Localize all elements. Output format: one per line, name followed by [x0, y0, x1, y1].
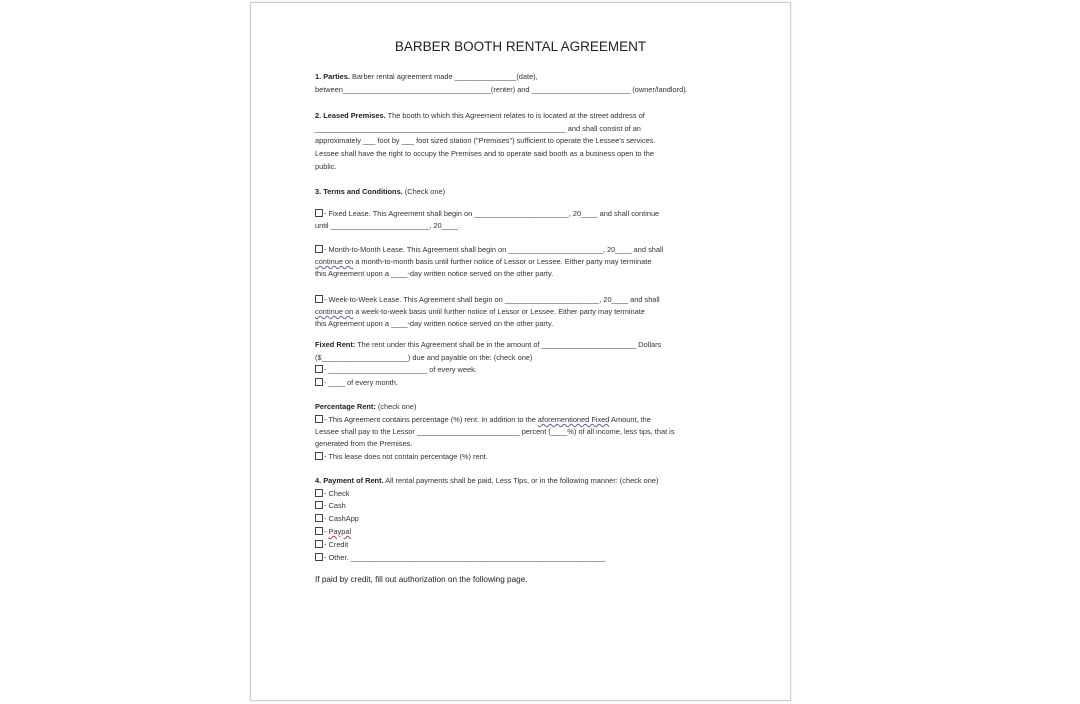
text: - Fixed Lease. This Agreement shall begin on _______________________, 20____ and shall continue	[324, 209, 660, 218]
checkbox-icon[interactable]	[315, 527, 323, 535]
percentage-rent-option-2	[315, 452, 488, 462]
premises-line-5: public.	[315, 162, 337, 171]
week-lease-line-2	[315, 307, 645, 317]
section-heading: 2. Leased Premises.	[315, 111, 386, 120]
fixed-rent-option-month	[315, 378, 398, 388]
week-lease-line-1	[315, 295, 660, 305]
spellcheck-word: continue on	[315, 307, 354, 316]
month-lease-line-2	[315, 257, 651, 267]
checkbox-icon[interactable]	[315, 501, 323, 509]
checkbox-icon[interactable]	[315, 415, 323, 423]
parties-line-1	[315, 72, 538, 82]
text: - Check	[324, 489, 350, 498]
text: - ____ of every month.	[324, 378, 398, 387]
section-heading: Percentage Rent:	[315, 402, 376, 411]
premises-line-1	[315, 111, 645, 121]
text: a week-to-week basis until further notice of Lessor or Lessee. Either party may terminate	[353, 307, 645, 316]
premises-line-2: _____________________________________________________________ and shall consist of an	[315, 124, 641, 133]
fixed-lease-line-1	[315, 209, 659, 219]
text: - This Agreement contains percentage (%) rent. In addition to the	[324, 415, 538, 424]
section-heading: 4. Payment of Rent.	[315, 476, 384, 485]
text: - ________________________ of every week.	[324, 365, 477, 374]
checkbox-icon[interactable]	[315, 245, 323, 253]
month-lease-line-3: this Agreement upon a ____-day written notice served on the other party.	[315, 269, 554, 278]
checkbox-icon[interactable]	[315, 209, 323, 217]
checkbox-icon[interactable]	[315, 378, 323, 386]
text: (check one)	[375, 402, 417, 411]
text: -	[324, 527, 329, 536]
payment-option-other	[315, 553, 606, 563]
text: - Other. ______________________________________________________________	[324, 553, 606, 562]
text: - CashApp	[324, 514, 359, 523]
section-heading: 3. Terms and Conditions.	[315, 187, 403, 196]
fixed-rent-line-1	[315, 340, 661, 350]
text: a month-to-month basis until further notice of Lessor or Lessee. Either party may terminate	[353, 257, 652, 266]
checkbox-icon[interactable]	[315, 295, 323, 303]
text: All rental payments shall be paid, Less Tips, or in the following manner: (check one)	[383, 476, 659, 485]
fixed-lease-line-2: until ________________________, 20____.	[315, 221, 461, 230]
checkbox-icon[interactable]	[315, 452, 323, 460]
checkbox-icon[interactable]	[315, 365, 323, 373]
payment-option-check	[315, 489, 349, 499]
checkbox-icon[interactable]	[315, 514, 323, 522]
text: - Credit	[324, 540, 349, 549]
payment-option-paypal	[315, 527, 351, 537]
checkbox-icon[interactable]	[315, 489, 323, 497]
document-page	[250, 2, 791, 701]
section-heading: Fixed Rent:	[315, 340, 356, 349]
section-heading: 1. Parties.	[315, 72, 350, 81]
percentage-rent-line-2: Lessee shall pay to the Lessor _________________________ percent (____%) of all income, less tips, that is	[315, 427, 675, 436]
payment-heading	[315, 476, 658, 486]
week-lease-line-3: this Agreement upon a ____-day written notice served on the other party.	[315, 319, 554, 328]
premises-line-4: Lessee shall have the right to occupy the Premises and to operate said booth as a business open to the	[315, 149, 654, 158]
document-title: BARBER BOOTH RENTAL AGREEMENT	[394, 39, 647, 54]
parties-line-2: between____________________________________(renter) and ________________________ (owner/landlord).	[315, 85, 688, 94]
premises-line-3: approximately ___ foot by ___ foot sized station ("Premises") sufficient to operate the Lessee's services.	[315, 136, 656, 145]
payment-option-cash	[315, 501, 346, 511]
footer-note: If paid by credit, fill out authorization on the following page.	[315, 575, 528, 584]
text: The booth to which this Agreement relates to is located at the street address of	[385, 111, 645, 120]
percentage-rent-option-1	[315, 415, 651, 425]
percentage-rent-heading	[315, 402, 416, 412]
text: Amount, the	[609, 415, 651, 424]
terms-heading	[315, 187, 445, 197]
text: Barber rental agreement made _______________(date),	[349, 72, 538, 81]
checkbox-icon[interactable]	[315, 553, 323, 561]
fixed-rent-line-2: ($_____________________) due and payable on the: (check one)	[315, 353, 533, 362]
checkbox-icon[interactable]	[315, 540, 323, 548]
month-lease-line-1	[315, 245, 663, 255]
text: (Check one)	[402, 187, 446, 196]
text: - Month-to-Month Lease. This Agreement shall begin on _______________________, 20____ and shall	[324, 245, 664, 254]
percentage-rent-line-3: generated from the Premises.	[315, 439, 413, 448]
fixed-rent-option-week	[315, 365, 477, 375]
text: - This lease does not contain percentage (%) rent.	[324, 452, 488, 461]
spellcheck-word: Paypal	[328, 527, 352, 536]
spellcheck-word: continue on	[315, 257, 354, 266]
payment-option-cashapp	[315, 514, 359, 524]
payment-option-credit	[315, 540, 348, 550]
text: - Week-to-Week Lease. This Agreement shall begin on _______________________, 20____ and shall	[324, 295, 660, 304]
text: The rent under this Agreement shall be in the amount of _______________________ Dollars	[355, 340, 662, 349]
text: - Cash	[324, 501, 346, 510]
spellcheck-word: aforementioned Fixed	[537, 415, 610, 424]
